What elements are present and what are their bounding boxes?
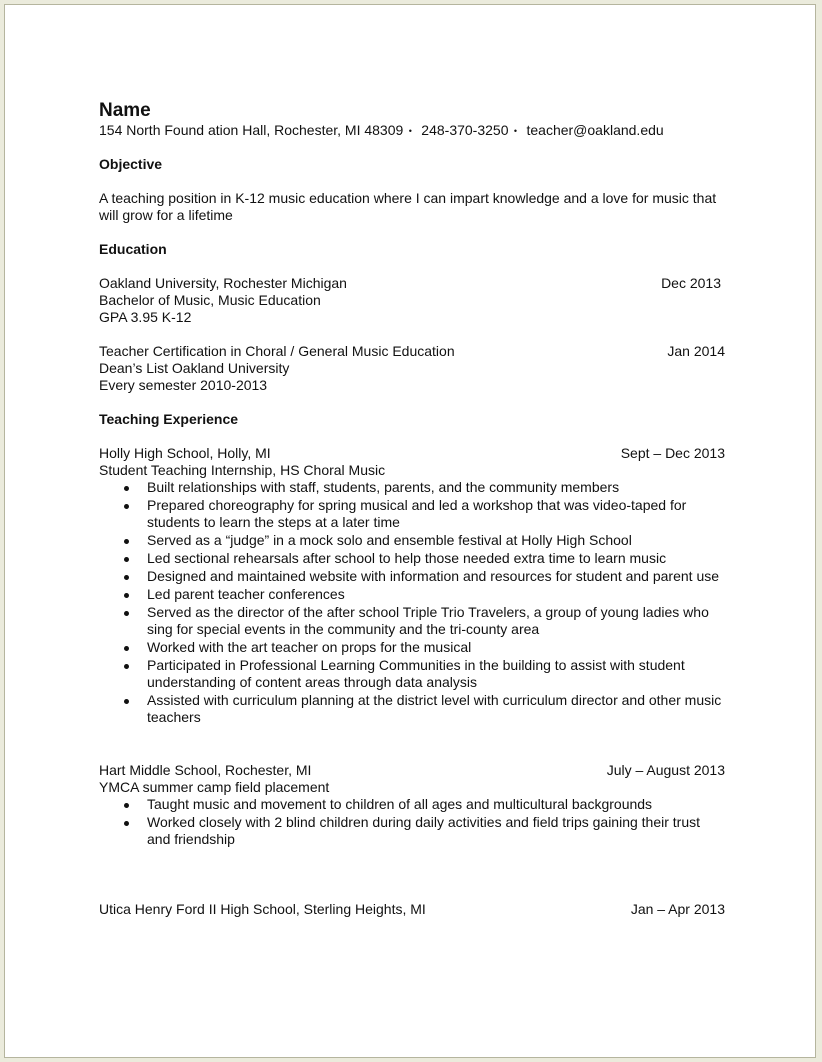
list-item: Built relationships with staff, students, parents, and the community members <box>147 479 727 496</box>
job-role: Student Teaching Internship, HS Choral Music <box>99 461 386 478</box>
education-date: Jan 2014 <box>667 342 725 359</box>
education-title: Teacher Certification in Choral / General Music Education <box>99 342 455 359</box>
job-entry <box>99 445 725 726</box>
objective-heading: Objective <box>99 155 163 172</box>
education-line: GPA 3.95 K-12 <box>99 308 192 325</box>
education-entry <box>99 275 725 326</box>
list-item: Prepared choreography for spring musical and led a workshop that was video-taped for students to learn the steps at a later time <box>147 497 727 531</box>
list-item: Assisted with curriculum planning at the district level with curriculum director and other music teachers <box>147 692 727 726</box>
education-heading: Education <box>99 240 167 257</box>
education-line: Dean’s List Oakland University <box>99 359 290 376</box>
phone: 248-370-3250 <box>421 122 509 138</box>
email[interactable]: teacher@oakland.edu <box>526 122 664 138</box>
list-item: Led parent teacher conferences <box>147 586 727 603</box>
job-bullets <box>99 479 727 726</box>
list-item: Taught music and movement to children of all ages and multicultural backgrounds <box>147 796 707 813</box>
list-item: Worked with the art teacher on props for the musical <box>147 639 727 656</box>
job-title: Utica Henry Ford II High School, Sterling Heights, MI <box>99 900 426 917</box>
education-entry <box>99 343 725 394</box>
list-item: Designed and maintained website with information and resources for student and parent use <box>147 568 727 585</box>
list-item: Served as the director of the after school Triple Trio Travelers, a group of young ladies who sing for special events in the community and the tri-county area <box>147 604 727 638</box>
experience-heading: Teaching Experience <box>99 410 239 427</box>
education-date: Dec 2013 <box>661 274 721 291</box>
education-line: Bachelor of Music, Music Education <box>99 291 321 308</box>
job-entry <box>99 762 725 848</box>
education-title: Oakland University, Rochester Michigan <box>99 274 347 291</box>
separator-bullet: • <box>408 125 412 136</box>
applicant-name: Name <box>99 100 151 121</box>
job-header <box>99 445 725 462</box>
list-item: Worked closely with 2 blind children during daily activities and field trips gaining their trust and friendship <box>147 814 707 848</box>
list-item: Served as a “judge” in a mock solo and ensemble festival at Holly High School <box>147 532 727 549</box>
job-title: Holly High School, Holly, MI <box>99 444 271 461</box>
education-line: Every semester 2010-2013 <box>99 376 268 393</box>
separator-bullet: • <box>513 125 518 136</box>
job-date: Jan – Apr 2013 <box>630 900 725 917</box>
resume-content <box>99 100 725 918</box>
address: 154 North Found ation Hall, Rochester, MI 48309 <box>99 122 404 138</box>
job-role: YMCA summer camp field placement <box>99 778 330 795</box>
job-bullets <box>99 796 707 848</box>
job-title: Hart Middle School, Rochester, MI <box>99 761 312 778</box>
job-date: July – August 2013 <box>606 761 725 778</box>
job-date: Sept – Dec 2013 <box>620 444 725 461</box>
resume-page <box>4 4 816 1058</box>
objective-text: A teaching position in K-12 music education where I can impart knowledge and a love for music that will grow for a lifetime <box>99 189 717 223</box>
contact-line <box>99 122 725 140</box>
education-entry-header <box>99 275 725 292</box>
list-item: Participated in Professional Learning Communities in the building to assist with student understanding of content areas through data analysis <box>147 657 727 691</box>
list-item: Led sectional rehearsals after school to help those needed extra time to learn music <box>147 550 727 567</box>
job-header <box>99 762 725 779</box>
job-header <box>99 901 725 918</box>
job-entry <box>99 901 725 918</box>
education-entry-header <box>99 343 725 360</box>
